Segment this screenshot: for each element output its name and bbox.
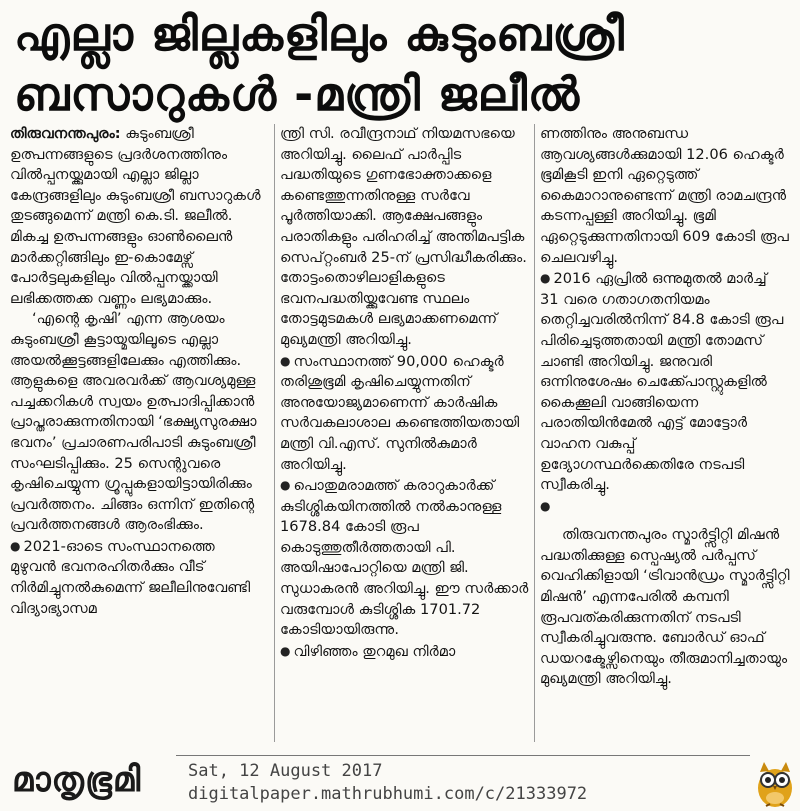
column-1	[10, 124, 264, 742]
mathrubhumi-logo: മാതൃഭൂമി	[12, 760, 142, 800]
paragraph	[540, 268, 790, 496]
paragraph-text: 2021-ഓടെ സംസ്ഥാനത്തെ മുഴുവൻ ഭവനരഹിതർക്കും വീട് നിർമിച്ചുനൽകുമെന്ന് ജലീലിനുവേണ്ടി വിദ്യാഭ്യാസമ	[10, 537, 251, 617]
bullet-icon: ●	[540, 498, 551, 513]
paragraph-text: 2016 ഏപ്രിൽ ഒന്നുമുതൽ മാർച്ച് 31 വരെ ഗതാഗതനിയമം തെറ്റിച്ചവരിൽനിന്ന് 84.8 കോടി രൂപ പിരിച്ചെടുത്തതായി മന്ത്രി തോമസ് ചാണ്ടി അറിയിച്ചു. ജനുവരി ഒന്നിനുശേഷം ചെക്ക്പോസ്റ്റുകളിൽ കൈക്കൂലി വാങ്ങിയെന്ന പരാതിയിൻമേൽ എട്ട് മോട്ടോർ വാഹന വകുപ്പ് ഉദ്യോഗസ്ഥർക്കെതിരേ നടപടി സ്വീകരിച്ചു.	[540, 270, 784, 494]
headline-line-2: ബസാറുകൾ -മന്ത്രി ജലീൽ	[14, 67, 581, 121]
paragraph	[10, 536, 264, 619]
column-3	[540, 124, 790, 742]
headline-line-1: എല്ലാ ജില്ലകളിലും കുടുംബശ്രീ	[14, 7, 625, 61]
paragraph-text: പൊതുമരാമത്ത് കരാറുകാർക്ക് കുടിശ്ശികയിനത്തിൽ നൽകാനുള്ള 1678.84 കോടി രൂപ കൊടുത്തുതീർത്തതായി പി. അയിഷാപോറ്റിയെ മന്ത്രി ജി. സുധാകരൻ അറിയിച്ചു. ഈ സർക്കാർ വരുമ്പോൾ കുടിശ്ശിക 1701.72 കോടിയായിരുന്നു.	[280, 477, 529, 639]
bullet-icon: ●	[280, 478, 291, 493]
paragraph: ‘എന്റെ കൃഷി’ എന്ന ആശയം കുടുംബശ്രീ കൂട്ടായ്മയിലൂടെ എല്ലാ അയൽക്കൂട്ടങ്ങളിലേക്കും എത്തിക്കും. ആളുകളെ അവരവർക്ക് ആവശ്യമുള്ള പച്ചക്കറികൾ സ്വയം ഉത്പാദിപ്പിക്കാൻ പ്രാപ്തരാക്കുന്നതിനായി ‘ഭക്ഷ്യസുരക്ഷാ ഭവനം’ പ്രചാരണപരിപാടി കുടുംബശ്രീ സംഘടിപ്പിക്കും. 25 സെന്റുവരെ കൃഷിചെയ്യുന്ന ഗ്രൂപ്പുകളായിട്ടായിരിക്കും പ്രവർത്തനം. ചിങ്ങം ഒന്നിന് ഇതിന്റെ പ്രവർത്തനങ്ങൾ ആരംഭിക്കും.	[10, 310, 257, 534]
source-url[interactable]: digitalpaper.mathrubhumi.com/c/21333972	[188, 784, 588, 804]
paragraph	[280, 351, 534, 476]
paragraph	[540, 496, 790, 518]
owl-mascot-icon	[754, 760, 796, 808]
paragraph-text: വിഴിഞ്ഞം തുറമുഖ നിർമാ	[293, 642, 456, 660]
publication-date: Sat, 12 August 2017	[188, 761, 383, 781]
article-headline	[14, 4, 786, 124]
article-body	[10, 124, 790, 742]
paragraph: ണത്തിനും അനുബന്ധ ആവശ്യങ്ങൾക്കുമായി 12.06 ഹെക്ടർ ഭൂമികൂടി ഇനി ഏറ്റെടുത്ത് കൈമാറാനുണ്ടെന്ന് മന്ത്രി രാമചന്ദ്രൻ കടന്നപ്പള്ളി അറിയിച്ചു. ഭൂമി ഏറ്റെടുക്കുന്നതിനായി 609 കോടി രൂപ ചെലവഴിച്ചു.	[540, 125, 789, 266]
footer-divider	[176, 755, 750, 756]
paragraph	[280, 475, 534, 641]
column-2	[280, 124, 534, 742]
paragraph	[280, 641, 534, 663]
bullet-icon: ●	[10, 538, 21, 553]
paragraph: തിരുവനന്തപുരം സ്മാർട്ട്സിറ്റി മിഷൻ പദ്ധതിക്കുള്ള സ്പെഷ്യൽ പർപ്പസ് വെഹിക്കിളായി ‘ട്രിവാൻഡ്രം സ്മാർട്ട്സിറ്റി മിഷൻ’ എന്നപേരിൽ കമ്പനി രൂപവത്കരിക്കുന്നതിന് നടപടി സ്വീകരിച്ചുവരുന്നു. ബോർഡ് ഓഫ് ഡയറക്ടേഴ്സിനെയും തീരുമാനിച്ചതായും മുഖ്യമന്ത്രി അറിയിച്ചു.	[540, 526, 790, 688]
bullet-icon: ●	[540, 271, 551, 286]
paragraph: ന്ത്രി സി. രവീന്ദ്രനാഥ് നിയമസഭയെ അറിയിച്ചു. ലൈഫ് പാർപ്പിട പദ്ധതിയുടെ ഗുണഭോക്താക്കളെ കണ്ടെത്തുന്നതിനുള്ള സർവേ പൂർത്തിയാക്കി. ആക്ഷേപങ്ങളും പരാതികളും പരിഹരിച്ച് അന്തിമപട്ടിക സെപ്റ്റംബർ 25-ന് പ്രസിദ്ധീകരിക്കും. തോട്ടംതൊഴിലാളികളുടെ ഭവനപദ്ധതിയ്ക്കുവേണ്ട സ്ഥലം തോട്ടമുടമകൾ ലഭ്യമാക്കണമെന്ന് മുഖ്യമന്ത്രി അറിയിച്ചു.	[280, 125, 527, 348]
bullet-icon: ●	[280, 353, 291, 368]
dateline: തിരുവനന്തപുരം:	[10, 125, 121, 142]
bullet-icon: ●	[280, 643, 291, 658]
paragraph	[10, 124, 264, 309]
paragraph-text: കുടുംബശ്രീ ഉത്പന്നങ്ങളുടെ പ്രദർശനത്തിനും വിൽപ്പനയ്ക്കുമായി എല്ലാ ജില്ലാ കേന്ദ്രങ്ങളിലും കുടുംബശ്രീ ബസാറുകൾ തുടങ്ങുമെന്ന് മന്ത്രി കെ.ടി. ജലീൽ. മികച്ച ഉത്പന്നങ്ങളും ഓൺലൈൻ മാർക്കറ്റിങ്ങിലും ഇ-കൊമേഴ്സ് പോർട്ടലുകളിലും വിൽപ്പനയ്ക്കായി ലഭിക്കത്തക്ക വണ്ണം ലഭ്യമാക്കും.	[10, 125, 261, 307]
paragraph-text: സംസ്ഥാനത്ത് 90,000 ഹെക്ടർ തരിശുഭൂമി കൃഷിചെയ്യുന്നതിന് അനുയോജ്യമാണെന്ന് കാർഷിക സർവകലാശാല കണ്ടെത്തിയതായി മന്ത്രി വി.എസ്. സുനിൽകുമാർ അറിയിച്ചു.	[280, 352, 520, 473]
